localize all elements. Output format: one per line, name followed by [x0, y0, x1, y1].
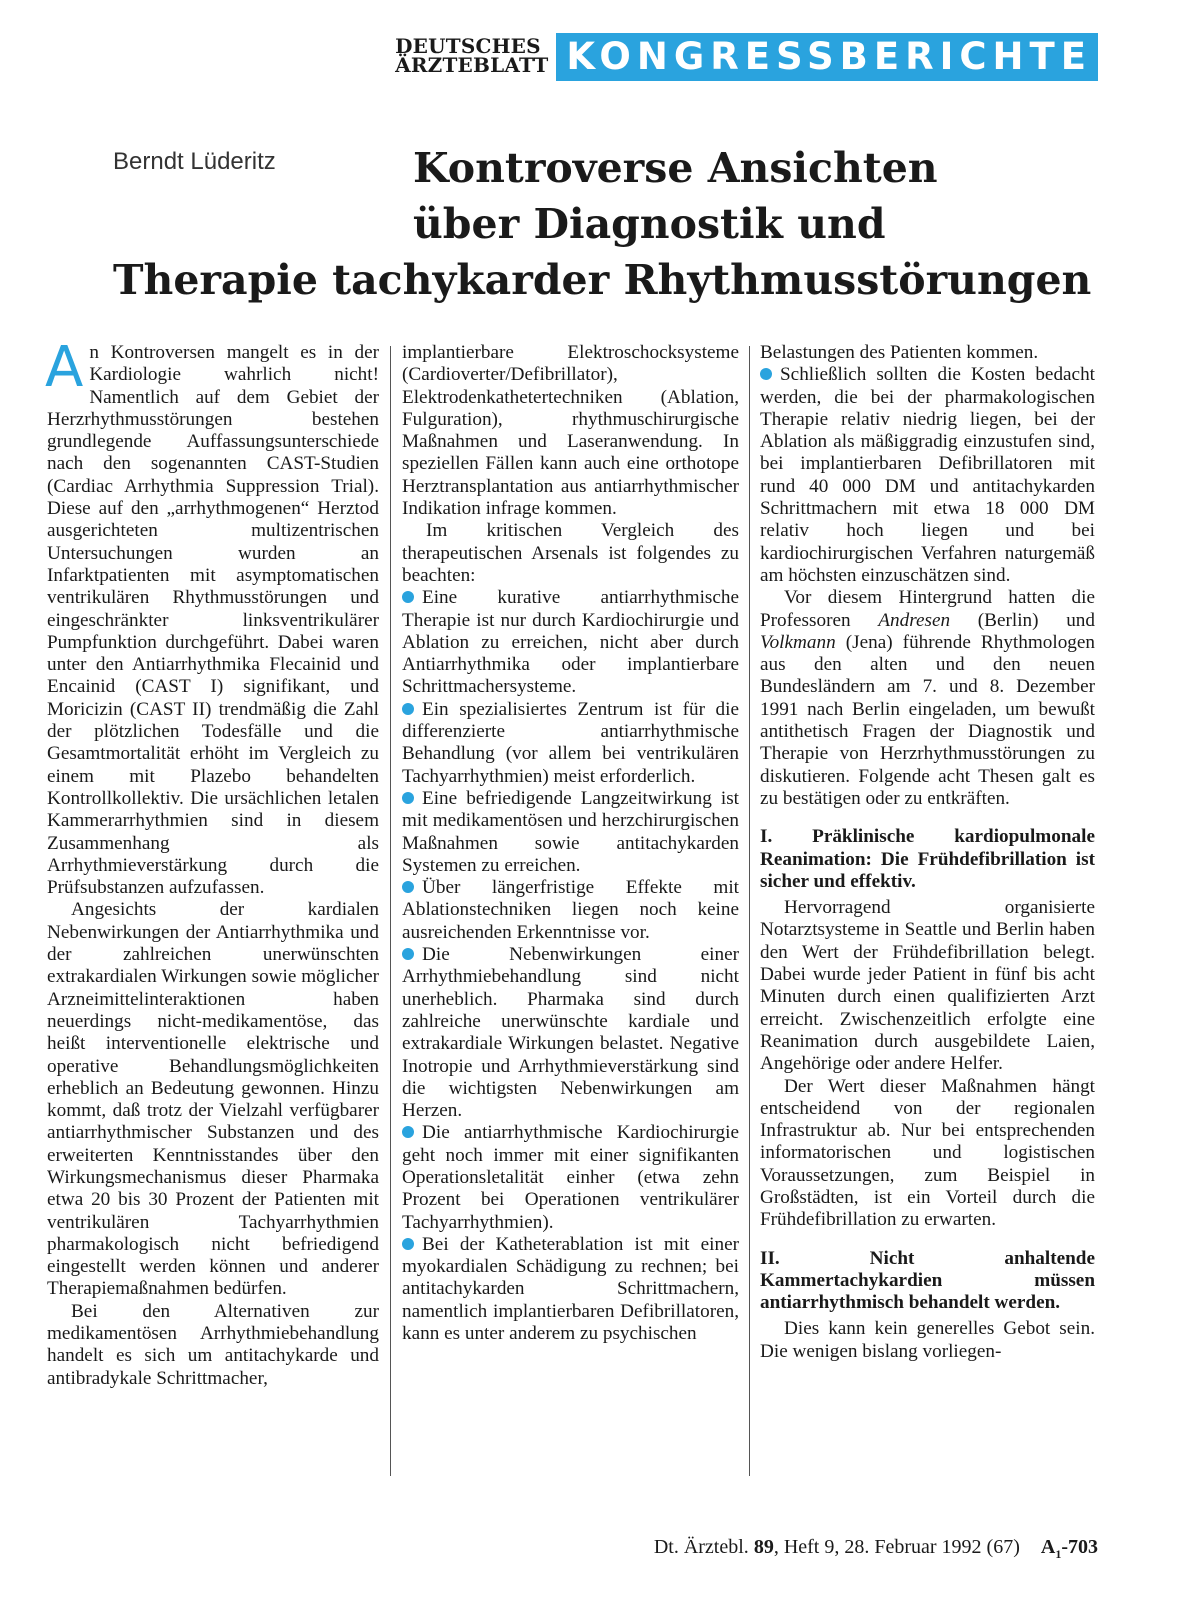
paragraph: An Kontroversen mangelt es in der Kardiologie wahrlich nicht! Namentlich auf dem Gebiet der Herzrhythmusstörungen bestehen grundlegende Auffassungsunterschiede nach den sogenannten CAST-Studien (Cardiac Arrhythmia Suppression Trial). Diese auf den „arrhythmogenen“ Herztod ausgerichteten multizentrischen Untersuchungen wurden an Infarktpatienten mit asymptomatischen ventrikulären Rhythmusstörungen und eingeschränkter linksventrikulärer Pumpfunktion durchgeführt. Dabei waren unter den Antiarrhythmika Flecainid und Encainid (CAST I) signifikant, und Moricizin (CAST II) trendmäßig die Zahl der plötzlichen Todesfälle und die Gesamtmortalität erhöht im Vergleich zu einem mit Plazebo behandelten Kontrollkollektiv. Die ursächlichen letalen Kammerarrhythmien sind in diesem Zusammenhang als Arrhythmieverstärkung durch die Prüfsubstanzen aufzufassen.	[45, 335, 379, 899]
bullet-dot-icon	[760, 368, 772, 380]
bullet-dot-icon	[402, 792, 414, 804]
citation: Dt. Ärztebl. 89, Heft 9, 28. Februar 1992 (67)	[653, 1536, 1020, 1558]
paragraph: Vor diesem Hintergrund hatten die Professoren Andresen (Berlin) und Volkmann (Jena) führende Rhythmologen aus den alten und den neuen Bundesländern am 7. und 8. Dezember 1991 nach Berlin eingeladen, um bewußt antithetisch Fragen der Diagnostik und Therapie von Herzrhythmusstörungen zu diskutieren. Folgende acht Thesen galt es zu bestätigen oder zu entkräften.	[760, 587, 1095, 809]
bullet-dot-icon	[402, 591, 414, 603]
journal-name-line2: ÄRZTEBLATT	[395, 53, 549, 77]
column-1	[45, 335, 379, 1390]
article-author: Berndt Lüderitz	[113, 148, 276, 175]
paragraph: implantierbare Elektroschocksysteme (Cardioverter/Defibrillator), Elektrodenkathetertechniken (Ablation, Fulguration), rhythmuschirurgische Maßnahmen und Laseranwendung. In speziellen Fällen kann auch eine orthotope Herztransplantation aus antiarrhythmischer Indikation infrage kommen.	[402, 342, 739, 520]
bullet-item: Ein spezialisiertes Zentrum ist für die differenzierte antiarrhythmische Behandlung (vor allem bei ventrikulären Tachyarrhythmien) meist erforderlich.	[402, 698, 739, 787]
bullet-dot-icon	[402, 948, 414, 960]
column-divider	[749, 346, 750, 1476]
column-divider	[390, 346, 391, 1476]
paragraph: Angesichts der kardialen Nebenwirkungen der Antiarrhythmika und der zahlreichen unerwünschten extrakardialen Wirkungen sowie möglicher Arzneimittelinteraktionen haben neuerdings nicht-medikamentöse, das heißt interventionelle elektrische und operative Behandlungsmöglichkeiten erheblich an Bedeutung gewonnen. Hinzu kommt, daß trotz der Vielzahl verfügbarer antiarrhythmischer Substanzen und des erweiterten Kenntnisstandes über den Wirkungsmechanismus dieser Pharmaka etwa 20 bis 30 Prozent der Patienten mit ventrikulären Tachyarrhythmien pharmakologisch nicht befriedigend eingestellt werden können und anderer Therapiemaßnahmen bedürfen.	[47, 899, 379, 1300]
bullet-item: Die Nebenwirkungen einer Arrhythmiebehandlung sind nicht unerheblich. Pharmaka sind durch zahlreiche unerwünschte kardiale und extrakardiale Wirkungen belastet. Negative Inotropie und Arrhythmieverstärkung sind die wichtigsten Nebenwirkungen am Herzen.	[402, 944, 739, 1122]
drop-cap: A	[45, 335, 84, 400]
bullet-item: Über längerfristige Effekte mit Ablationstechniken liegen noch keine ausreichenden Erkenntnisse vor.	[402, 877, 739, 943]
paragraph: Im kritischen Vergleich des therapeutischen Arsenals ist folgendes zu beachten:	[402, 520, 739, 586]
bullet-item: Eine kurative antiarrhythmische Therapie ist nur durch Kardiochirurgie und Ablation zu erreichen, nicht aber durch Antiarrhythmika oder implantierbare Schrittmachersysteme.	[402, 587, 739, 698]
title-line-2: über Diagnostik und	[413, 200, 886, 248]
column-2	[402, 342, 739, 1345]
paragraph: Der Wert dieser Maßnahmen hängt entscheidend von der regionalen Infrastruktur ab. Nur bei entsprechenden informatorischen und logistischen Voraussetzungen, zum Beispiel in Großstädten, ist ein Vorteil durch die Frühdefibrillation zu erwarten.	[760, 1075, 1095, 1231]
title-line-3: Therapie tachykarder Rhythmusstörungen	[113, 256, 1092, 304]
person-name: Andresen	[878, 609, 951, 631]
journal-logo	[395, 33, 548, 81]
bullet-dot-icon	[402, 881, 414, 893]
bullet-item: Schließlich sollten die Kosten bedacht werden, die bei der pharmakologischen Therapie relativ niedrig liegen, bei der Ablation als mäßiggradig einzustufen sind, bei implantierbaren Defibrillatoren mit rund 40 000 DM und antitachykarden Schrittmachern mit etwa 18 000 DM relativ hoch liegen und bei kardiochirurgischen Verfahren naturgemäß am höchsten einzuschätzen sind.	[760, 364, 1095, 586]
bullet-item: Die antiarrhythmische Kardiochirurgie geht noch immer mit einer signifikanten Operationsletalität einher (etwa zehn Prozent bei Operationen ventrikulärer Tachyarrhythmien).	[402, 1122, 739, 1233]
paragraph: Dies kann kein generelles Gebot sein. Die wenigen bislang vorliegen-	[760, 1318, 1095, 1362]
paragraph: Belastungen des Patienten kommen.	[760, 342, 1039, 363]
thesis-heading: I. Präklinische kardiopulmonale Reanimation: Die Frühdefibrillation ist sicher und effektiv.	[760, 826, 1095, 892]
bullet-item: Bei der Katheterablation ist mit einer myokardialen Schädigung zu rechnen; bei antitachykarden Schrittmachern, namentlich implantierbaren Defibrillatoren, kann es unter anderem zu psychischen	[402, 1233, 739, 1345]
person-name: Volkmann	[760, 631, 836, 653]
thesis-heading: II. Nicht anhaltende Kammertachykardien müssen antiarrhythmisch behandelt werden.	[760, 1247, 1095, 1314]
page-footer	[654, 1536, 1098, 1562]
journal-name-line1: DEUTSCHES	[395, 34, 541, 58]
bullet-dot-icon	[402, 1126, 414, 1138]
page-number: $A_1-703$	[1040, 1536, 1098, 1561]
paragraph: Bei den Alternativen zur medikamentösen Arrhythmiebehandlung handelt es sich um antitachykarde und antibradykale Schrittmacher,	[47, 1300, 379, 1389]
masthead	[395, 33, 1098, 81]
title-line-1: Kontroverse Ansichten	[413, 144, 938, 192]
section-banner: KONGRESSBERICHTE	[556, 33, 1098, 81]
bullet-dot-icon	[402, 703, 414, 715]
column-3	[760, 342, 1095, 1363]
paragraph: Hervorragend organisierte Notarztsysteme in Seattle und Berlin haben den Wert der Frühdefibrillation belegt. Dabei wurde jeder Patient in fünf bis acht Minuten durch einen qualifizierten Arzt erreicht. Zwischenzeitlich erfolgte eine Reanimation durch ausgebildete Laien, Angehörige oder andere Helfer.	[760, 897, 1095, 1075]
article-title	[113, 140, 1123, 308]
bullet-dot-icon	[402, 1238, 414, 1250]
bullet-item: Eine befriedigende Langzeitwirkung ist mit medikamentösen und herzchirurgischen Maßnahmen sowie antitachykarden Systemen zu erreichen.	[402, 787, 739, 876]
